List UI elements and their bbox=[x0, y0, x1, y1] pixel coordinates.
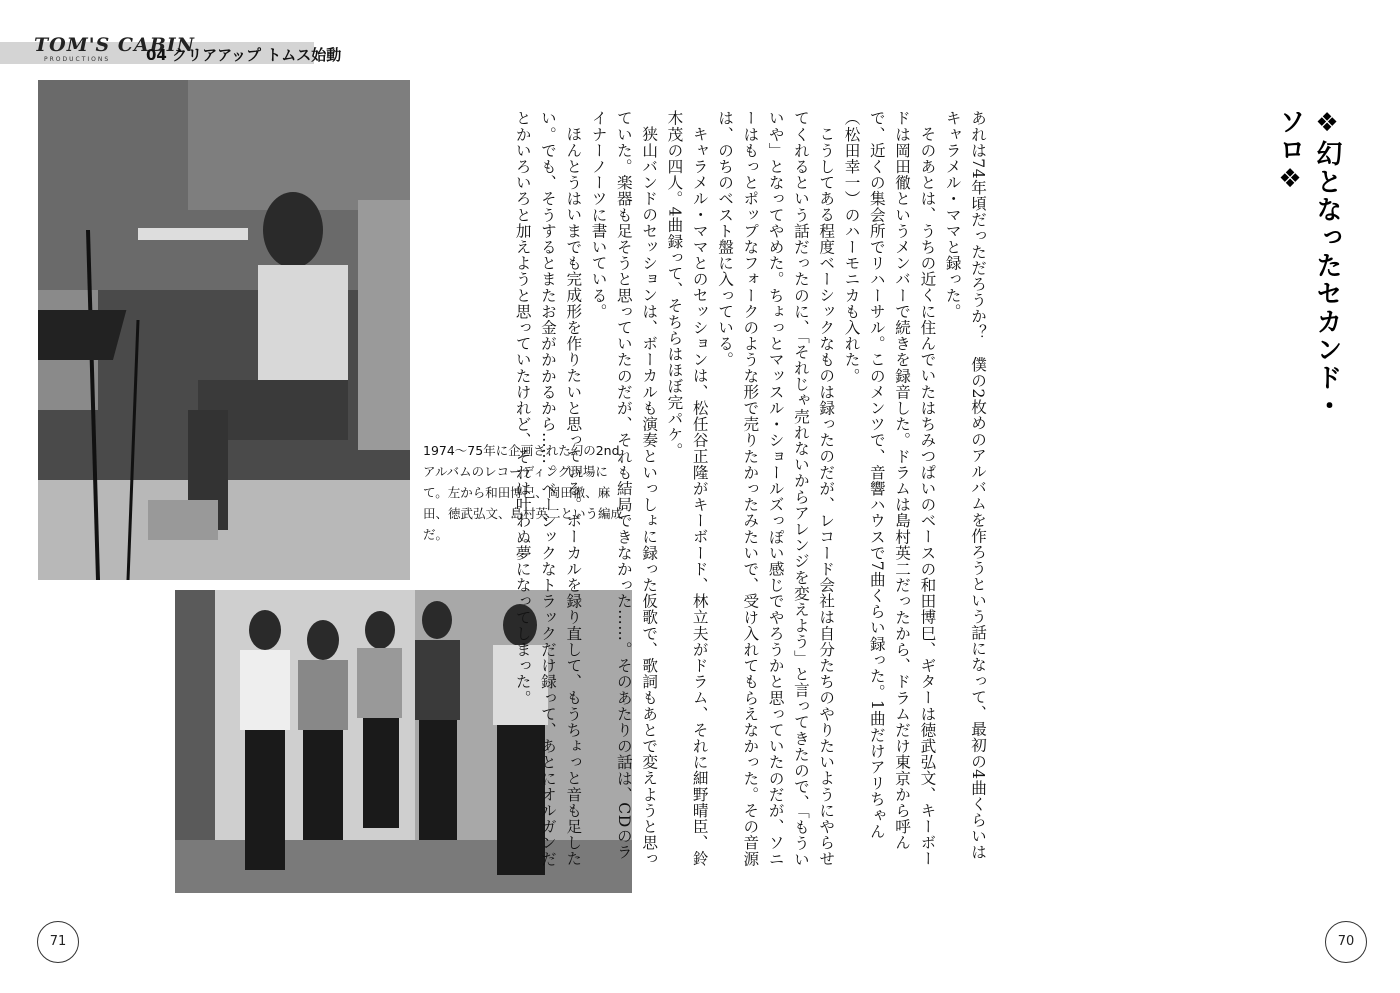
paragraph: キャラメル・ママとのセッションは、松任谷正隆がキーボード、林立夫がドラム、それに細野晴臣、鈴木茂の四人。4曲録って、そちらはほぼ完パケ。 bbox=[665, 110, 709, 867]
section-heading: ❖幻となったセカンド・ソロ❖ bbox=[1275, 108, 1342, 420]
paragraph: 狭山バンドのセッションは、ボーカルも演奏といっしょに録った仮歌で、歌詞もあとで変えようと思っていた。楽器も足そうと思っていたのだが、それも結局できなかった……。そのあたりの話は、CDのライナーノーツに書いている。 bbox=[589, 110, 659, 867]
logo-subtitle: PRODUCTIONS bbox=[44, 56, 111, 63]
paragraph: あれは74年頃だっただろうか？ 僕の2枚めのアルバムを作ろうという話になって、最初の4曲くらいはキャラメル・ママと録った。 bbox=[943, 110, 987, 861]
recording-session-photo bbox=[38, 80, 410, 580]
toms-cabin-logo: TOM'S CABIN bbox=[34, 34, 196, 56]
chapter-title: 04 クリアアップ トムス始動 bbox=[146, 46, 342, 64]
page-number-right: 70 bbox=[1325, 921, 1367, 963]
running-header bbox=[0, 30, 342, 66]
paragraph: こうしてある程度ベーシックなものは録ったのだが、レコード会社は自分たちのやりたいようにやらせてくれるという話だったのに、「それじゃ売れないからアレンジを変えよう」と言ってきたので、「もういいや」となってやめた。ちょっとマッスル・ショールズっぽい感じでやろうかと思っていたのだが、ソニーはもっとポップなフォークのような形で売りたかったみたいで、受け入れてもらえなかった。その音源は、のちのベスト盤に入っている。 bbox=[716, 110, 836, 868]
photo-caption: 1974～75年に企画された幻の2ndアルバムのレコーディング現場にて。左から和田博巳、岡田徹、麻田、徳武弘文、島村英二という編成だ。 bbox=[423, 443, 624, 542]
page-number-left: 71 bbox=[37, 921, 79, 963]
paragraph: そのあとは、うちの近くに住んでいたはちみつぱいのベースの和田博巳、ギターは徳武弘文、キーボードは岡田徹というメンバーで続きを録音した。ドラムは島村英二だったから、ドラムだけ東京から呼んで、近くの集会所でリハーサル。このメンツで、音響ハウスで7曲くらい録った。1曲だけアリちゃん（松田幸一）のハーモニカも入れた。 bbox=[842, 110, 937, 867]
body-text bbox=[509, 110, 990, 870]
paragraph: ほんとうはいまでも完成形を作りたいと思っている。ボーカルを録り直して、もうちょっと音も足したい。でも、そうするとまたお金がかかるから……。ベーシックなトラックだけ録って、あとにオルガンだとかいろいろと加えようと思っていたけれど、それは叶わぬ夢になってしまった。 bbox=[513, 110, 583, 867]
